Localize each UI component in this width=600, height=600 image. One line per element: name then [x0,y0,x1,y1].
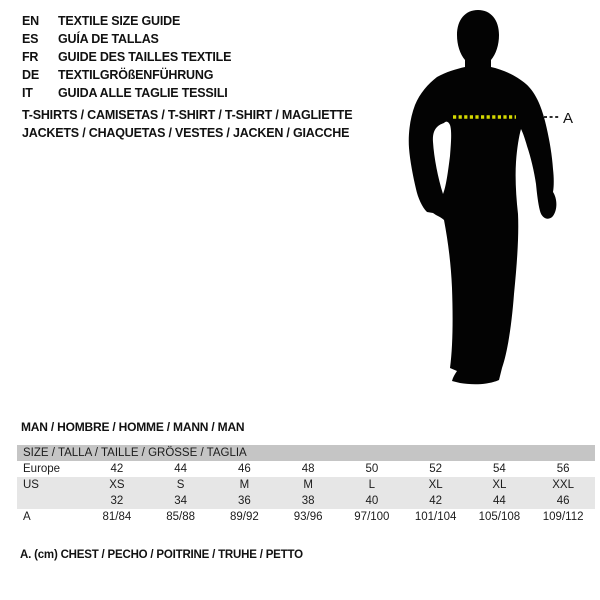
cell: L [368,479,376,491]
cell: 81/84 [102,511,132,523]
cell: 42 [429,495,443,507]
cell: 32 [110,495,124,507]
cell: 46 [237,463,251,475]
table-row-europe [17,461,595,477]
language-row-de [22,66,231,84]
cell: 34 [174,495,188,507]
row-label [17,493,85,509]
size-table-header: SIZE / TALLA / TAILLE / GRÖSSE / TAGLIA [17,445,595,461]
cell: 38 [301,495,315,507]
cell: 42 [110,463,124,475]
language-list [22,12,231,102]
cell: XL [492,479,507,491]
cell: 93/96 [293,511,323,523]
size-table [17,445,595,525]
row-label: A [23,511,31,523]
language-row-fr [22,48,231,66]
language-code: ES [22,32,39,46]
cell: 89/92 [229,511,259,523]
table-row-us [17,477,595,493]
cell: XS [109,479,125,491]
cell: 105/108 [478,511,521,523]
cell: 56 [556,463,570,475]
man-silhouette-figure [400,6,580,391]
cell: S [176,479,185,491]
measure-label-a: A [563,110,574,127]
language-code: FR [22,50,39,64]
row-label: Europe [23,463,61,475]
man-silhouette-svg [400,6,580,391]
measurement-footnote: A. (cm) CHEST / PECHO / POITRINE / TRUHE / PETTO [20,549,303,561]
cell: M [303,479,313,491]
language-row-en [22,12,231,30]
row-label: US [23,479,39,491]
cell: 54 [492,463,506,475]
language-row-es [22,30,231,48]
cell: 52 [429,463,443,475]
cell: XL [428,479,443,491]
category-line-jackets: JACKETS / CHAQUETAS / VESTES / JACKEN / GIACCHE [22,126,350,140]
cell: 40 [365,495,379,507]
cell: XXL [552,479,574,491]
man-silhouette-path [409,10,557,384]
language-label: GUIDE DES TAILLES TEXTILE [58,50,232,64]
cell: 85/88 [166,511,196,523]
cell: 46 [556,495,570,507]
cell: 44 [174,463,188,475]
cell: 101/104 [414,511,457,523]
category-list [22,106,352,142]
language-label: GUÍA DE TALLAS [58,32,159,46]
language-row-it [22,84,231,102]
language-label: TEXTILGRÖßENFÜHRUNG [58,68,214,82]
language-label: TEXTILE SIZE GUIDE [58,14,181,28]
cell: 109/112 [542,511,584,523]
cell: 97/100 [354,511,390,523]
category-line-tshirts: T-SHIRTS / CAMISETAS / T-SHIRT / T-SHIRT / MAGLIETTE [22,108,353,122]
cell: 36 [237,495,251,507]
cell: 48 [301,463,315,475]
cell: 50 [365,463,379,475]
table-row-us-numeric [17,493,595,509]
table-row-chest [17,509,595,525]
cell: M [239,479,250,491]
language-code: DE [22,68,39,82]
section-title: MAN / HOMBRE / HOMME / MANN / MAN [21,420,245,434]
language-code: EN [22,14,39,28]
language-code: IT [22,86,33,100]
cell: 44 [492,495,506,507]
language-label: GUIDA ALLE TAGLIE TESSILI [58,86,228,100]
